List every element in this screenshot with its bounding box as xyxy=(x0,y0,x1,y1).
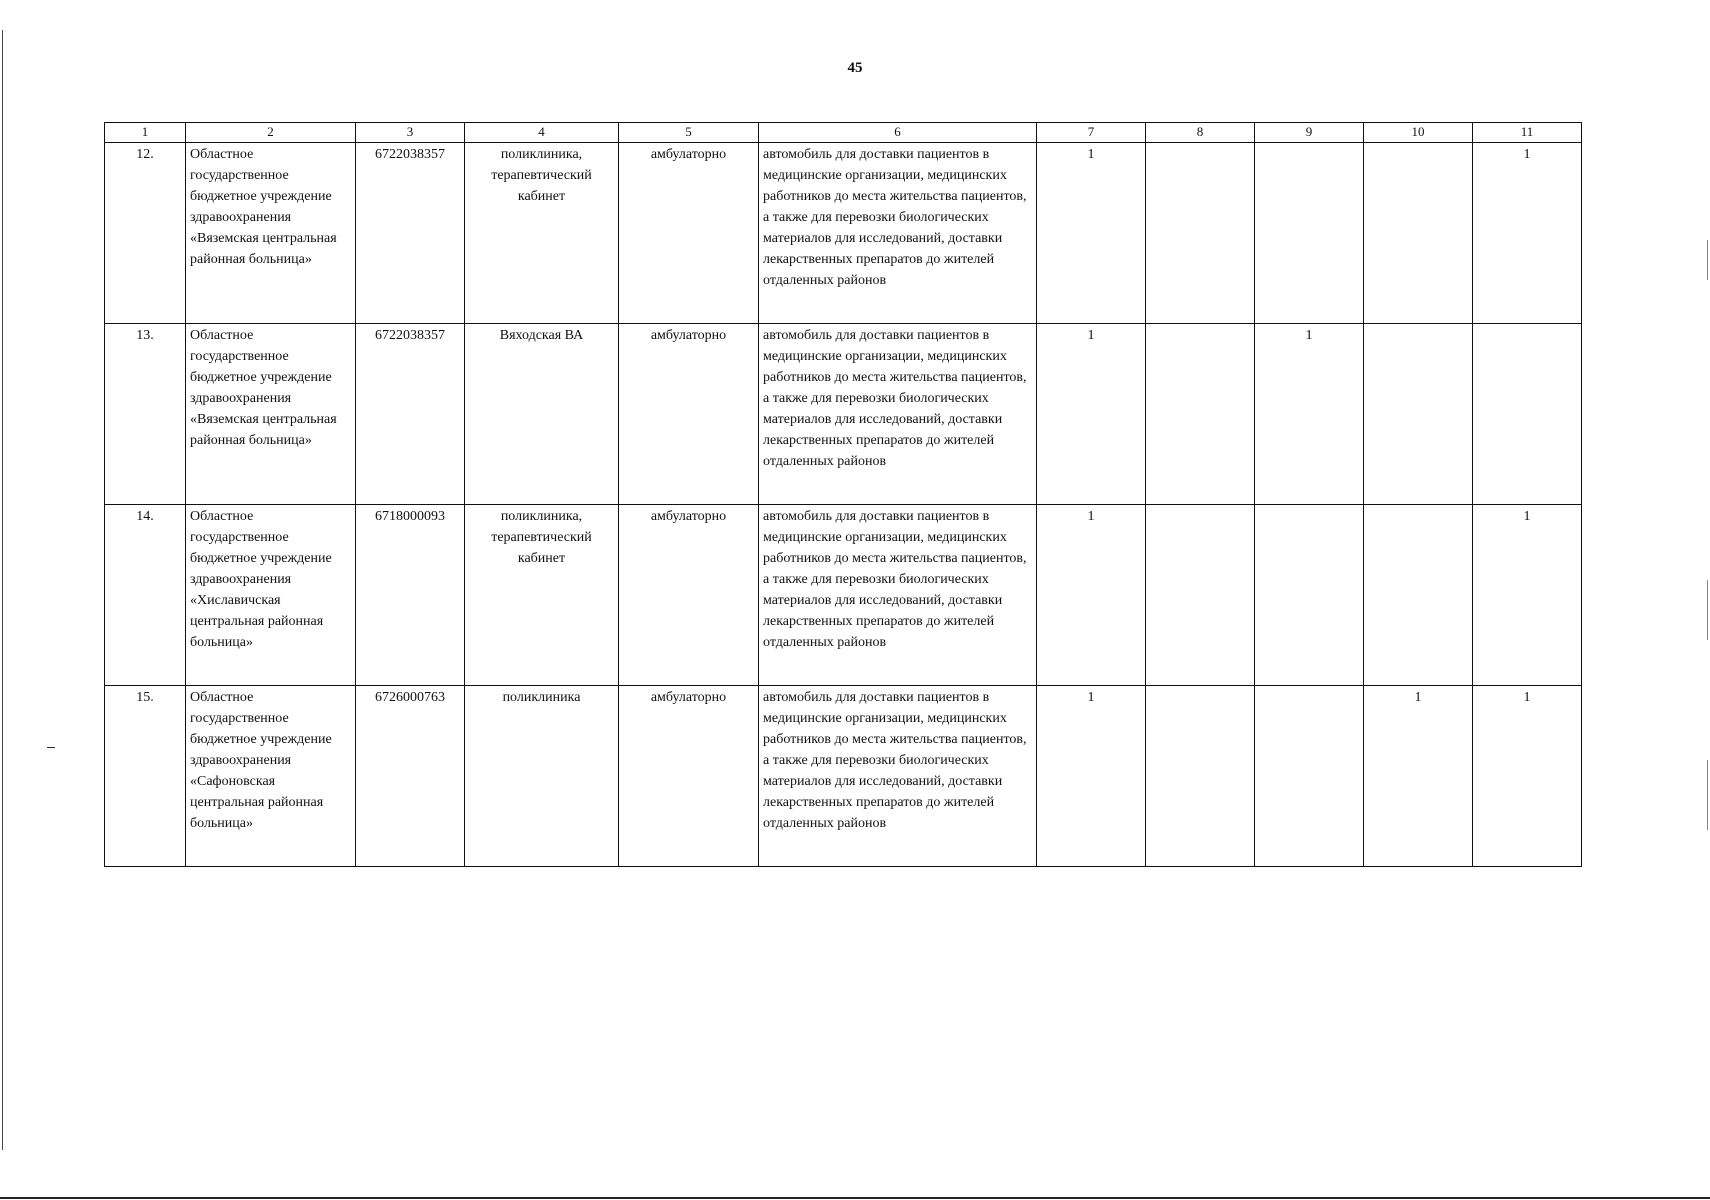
count-col-8 xyxy=(1146,143,1255,324)
scan-left-margin-line xyxy=(2,30,3,1150)
organization-name: Областное государственное бюджетное учреждение здравоохранения «Хиславичская центральная районная больница» xyxy=(186,505,356,686)
column-number-header: 11 xyxy=(1473,123,1582,143)
scan-right-edge-mark xyxy=(1707,240,1708,280)
document-table xyxy=(104,122,1582,867)
count-col-7: 1 xyxy=(1037,143,1146,324)
table-header-row xyxy=(105,123,1582,143)
table-row xyxy=(105,324,1582,505)
inn-code: 6722038357 xyxy=(356,143,465,324)
scan-bottom-edge xyxy=(0,1197,1710,1199)
scan-mark xyxy=(47,747,55,748)
count-col-11: 1 xyxy=(1473,143,1582,324)
count-col-7: 1 xyxy=(1037,324,1146,505)
column-number-header: 4 xyxy=(465,123,619,143)
vehicle-purpose: автомобиль для доставки пациентов в медицинские организации, медицинских работников до места жительства пациентов, а также для перевозки биологических материалов для исследований, доставки лекарственных препаратов до жителей отдаленных районов xyxy=(759,324,1037,505)
scan-right-edge-mark xyxy=(1707,760,1708,830)
count-col-11: 1 xyxy=(1473,686,1582,867)
column-number-header: 2 xyxy=(186,123,356,143)
care-mode: амбулаторно xyxy=(619,505,759,686)
organization-name: Областное государственное бюджетное учреждение здравоохранения «Сафоновская центральная районная больница» xyxy=(186,686,356,867)
count-col-10 xyxy=(1364,505,1473,686)
scan-right-edge-mark xyxy=(1707,580,1708,640)
subdivision: поликлиника, терапевтический кабинет xyxy=(465,505,619,686)
inn-code: 6726000763 xyxy=(356,686,465,867)
column-number-header: 7 xyxy=(1037,123,1146,143)
care-mode: амбулаторно xyxy=(619,324,759,505)
row-number: 15. xyxy=(105,686,186,867)
count-col-10: 1 xyxy=(1364,686,1473,867)
column-number-header: 9 xyxy=(1255,123,1364,143)
vehicle-purpose: автомобиль для доставки пациентов в медицинские организации, медицинских работников до места жительства пациентов, а также для перевозки биологических материалов для исследований, доставки лекарственных препаратов до жителей отдаленных районов xyxy=(759,686,1037,867)
table-row xyxy=(105,143,1582,324)
subdivision: поликлиника, терапевтический кабинет xyxy=(465,143,619,324)
count-col-7: 1 xyxy=(1037,686,1146,867)
organization-name: Областное государственное бюджетное учреждение здравоохранения «Вяземская центральная районная больница» xyxy=(186,324,356,505)
count-col-8 xyxy=(1146,324,1255,505)
page-number: 45 xyxy=(847,60,863,76)
column-number-header: 10 xyxy=(1364,123,1473,143)
vehicle-purpose: автомобиль для доставки пациентов в медицинские организации, медицинских работников до места жительства пациентов, а также для перевозки биологических материалов для исследований, доставки лекарственных препаратов до жителей отдаленных районов xyxy=(759,143,1037,324)
count-col-8 xyxy=(1146,686,1255,867)
subdivision: Вяходская ВА xyxy=(465,324,619,505)
count-col-7: 1 xyxy=(1037,505,1146,686)
count-col-9 xyxy=(1255,686,1364,867)
column-number-header: 8 xyxy=(1146,123,1255,143)
count-col-10 xyxy=(1364,324,1473,505)
count-col-11: 1 xyxy=(1473,505,1582,686)
table-row xyxy=(105,505,1582,686)
subdivision: поликлиника xyxy=(465,686,619,867)
row-number: 13. xyxy=(105,324,186,505)
row-number: 14. xyxy=(105,505,186,686)
inn-code: 6718000093 xyxy=(356,505,465,686)
row-number: 12. xyxy=(105,143,186,324)
inn-code: 6722038357 xyxy=(356,324,465,505)
count-col-10 xyxy=(1364,143,1473,324)
count-col-9 xyxy=(1255,143,1364,324)
column-number-header: 1 xyxy=(105,123,186,143)
count-col-9 xyxy=(1255,505,1364,686)
organization-name: Областное государственное бюджетное учреждение здравоохранения «Вяземская центральная районная больница» xyxy=(186,143,356,324)
count-col-9: 1 xyxy=(1255,324,1364,505)
column-number-header: 5 xyxy=(619,123,759,143)
count-col-8 xyxy=(1146,505,1255,686)
care-mode: амбулаторно xyxy=(619,686,759,867)
column-number-header: 6 xyxy=(759,123,1037,143)
care-mode: амбулаторно xyxy=(619,143,759,324)
column-number-header: 3 xyxy=(356,123,465,143)
vehicle-purpose: автомобиль для доставки пациентов в медицинские организации, медицинских работников до места жительства пациентов, а также для перевозки биологических материалов для исследований, доставки лекарственных препаратов до жителей отдаленных районов xyxy=(759,505,1037,686)
count-col-11 xyxy=(1473,324,1582,505)
table-row xyxy=(105,686,1582,867)
